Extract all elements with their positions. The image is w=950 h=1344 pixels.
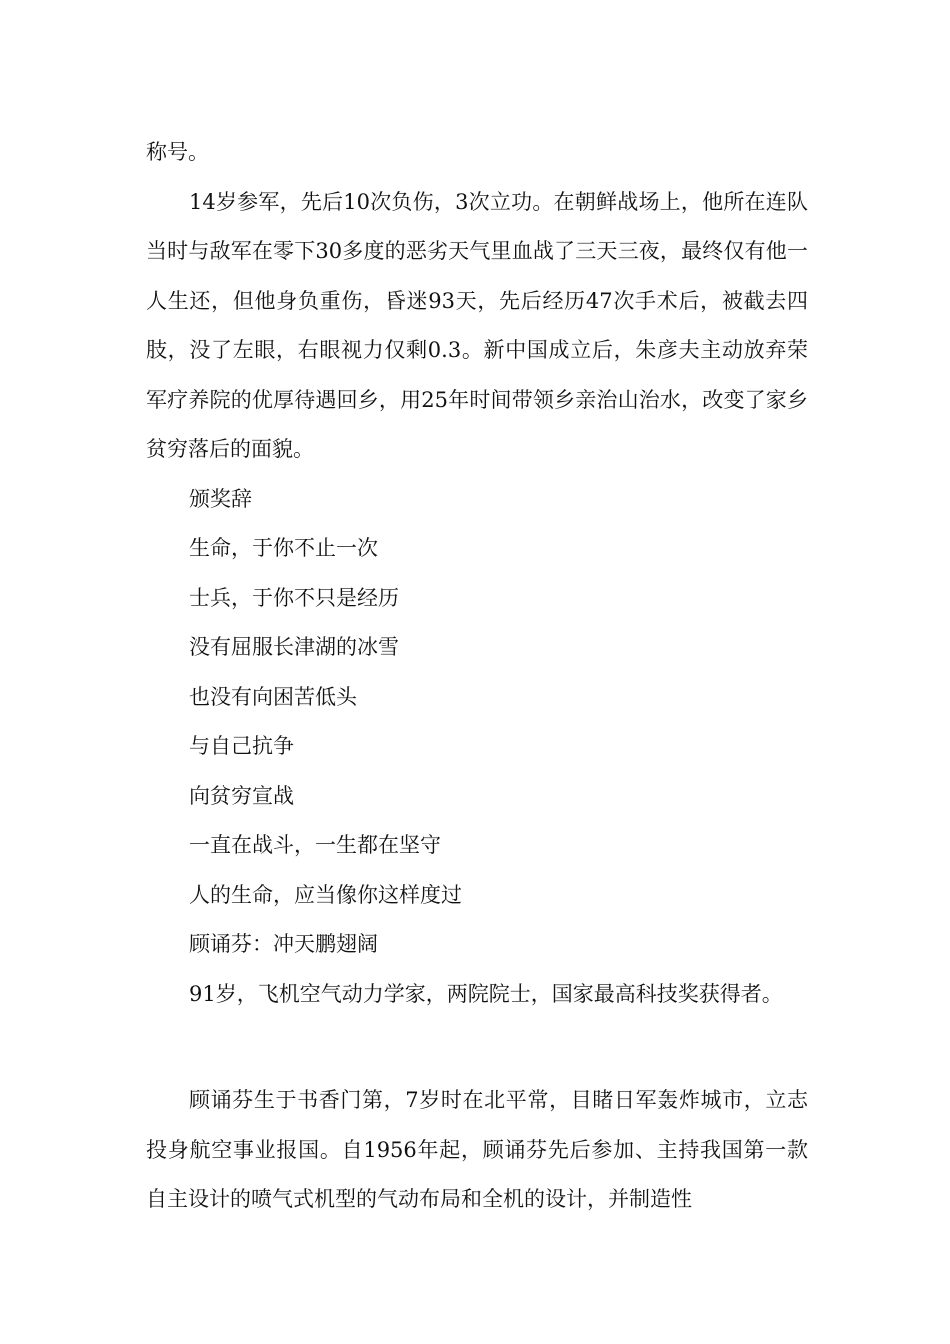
award-line: 人的生命，应当像你这样度过 — [189, 882, 462, 907]
award-line: 没有屈服长津湖的冰雪 — [189, 635, 399, 659]
section-subtitle: 91岁，飞机空气动力学家，两院院士，国家最高科技奖获得者。 — [189, 981, 783, 1006]
paragraph-gu-songfen: 顾诵芬生于书香门第，7岁时在北平常，目睹日军轰炸城市，立志投身航空事业报国。自1956年起，顾诵芬先后参加、主持我国第一款自主设计的喷气式机型的气动布局和全机的设计，并制造性 — [146, 1088, 808, 1211]
award-line: 生命，于你不止一次 — [189, 536, 378, 560]
award-line: 士兵，于你不只是经历 — [189, 585, 399, 610]
paragraph-zhu-yanfu: 14岁参军，先后10次负伤，3次立功。在朝鲜战场上，他所在连队当时与敌军在零下30多度的恶劣天气里血战了三天三夜，最终仅有他一人生还，但他身负重伤，昏迷93天，先后经历47次手术后，被截去四肢，没了左眼，右眼视力仅剩0.3。新中国成立后，朱彦夫主动放弃荣军疗养院的优厚待遇回乡，用25年时间带领乡亲治山治水，改变了家乡贫穷落后的面貌。 — [146, 189, 808, 461]
text-block-upper — [146, 128, 808, 1019]
award-line: 一直在战斗，一生都在坚守 — [189, 833, 441, 857]
award-line: 也没有向困苦低头 — [189, 684, 357, 709]
award-line: 与自己抗争 — [189, 734, 294, 758]
continuation-text: 称号。 — [146, 140, 209, 164]
section-title: 顾诵芬：冲天鹏翅阔 — [189, 932, 378, 956]
award-heading: 颁奖辞 — [189, 486, 252, 511]
award-line: 向贫穷宣战 — [189, 783, 294, 808]
text-block-lower — [146, 1076, 808, 1225]
